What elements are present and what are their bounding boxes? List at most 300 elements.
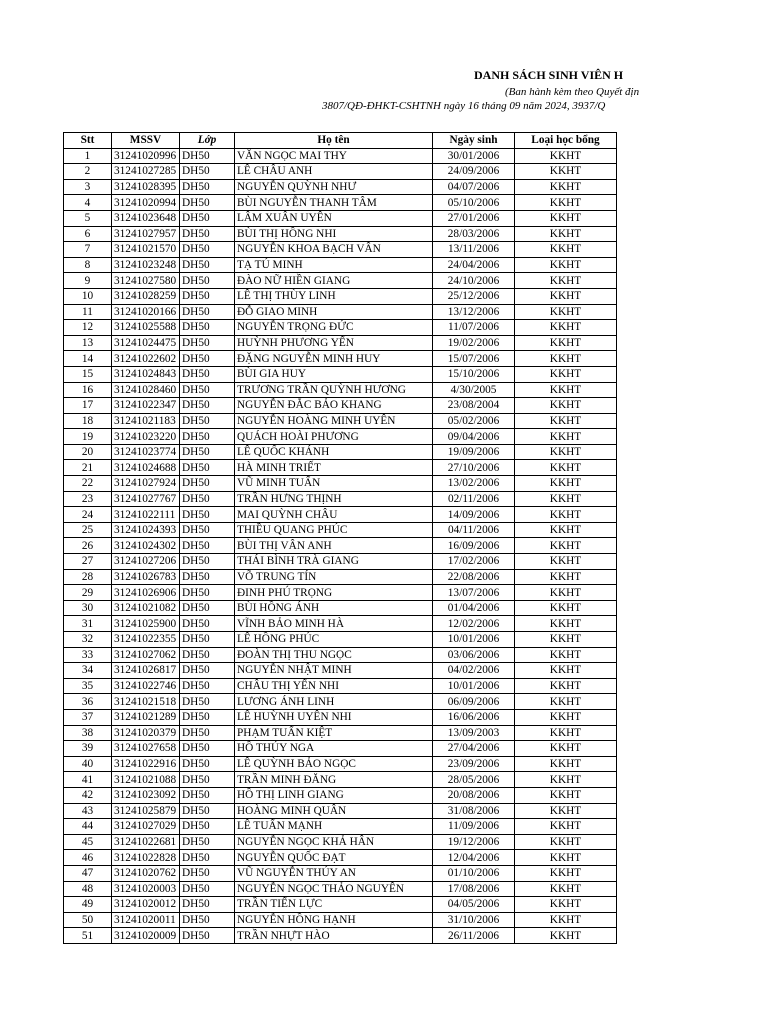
cell-loai-hoc-bong: KKHT: [515, 569, 617, 585]
cell-lop: DH50: [180, 366, 235, 382]
cell-ngay-sinh: 26/11/2006: [433, 928, 515, 944]
cell-loai-hoc-bong: KKHT: [515, 756, 617, 772]
cell-ho-ten: HỒ THỊ LINH GIANG: [235, 787, 433, 803]
cell-stt: 40: [64, 756, 112, 772]
cell-mssv: 31241026783: [112, 569, 180, 585]
cell-ho-ten: BÙI HỒNG ÁNH: [235, 600, 433, 616]
table-row: [64, 897, 617, 913]
cell-mssv: 31241022916: [112, 756, 180, 772]
cell-ho-ten: BÙI THỊ HỒNG NHI: [235, 226, 433, 242]
cell-ngay-sinh: 02/11/2006: [433, 491, 515, 507]
cell-loai-hoc-bong: KKHT: [515, 819, 617, 835]
cell-stt: 51: [64, 928, 112, 944]
document-header: [0, 0, 640, 130]
cell-stt: 5: [64, 210, 112, 226]
column-header-lop: Lớp: [180, 133, 235, 149]
cell-lop: DH50: [180, 803, 235, 819]
cell-ho-ten: ĐOÀN THỊ THU NGỌC: [235, 647, 433, 663]
cell-loai-hoc-bong: KKHT: [515, 304, 617, 320]
cell-loai-hoc-bong: KKHT: [515, 725, 617, 741]
cell-stt: 27: [64, 554, 112, 570]
cell-ngay-sinh: 31/08/2006: [433, 803, 515, 819]
cell-lop: DH50: [180, 694, 235, 710]
cell-loai-hoc-bong: KKHT: [515, 257, 617, 273]
cell-ngay-sinh: 24/09/2006: [433, 164, 515, 180]
table-row: [64, 179, 617, 195]
cell-ngay-sinh: 09/04/2006: [433, 429, 515, 445]
cell-mssv: 31241023248: [112, 257, 180, 273]
table-row: [64, 834, 617, 850]
cell-stt: 26: [64, 538, 112, 554]
table-row: [64, 429, 617, 445]
cell-stt: 17: [64, 398, 112, 414]
table-row: [64, 288, 617, 304]
table-row: [64, 273, 617, 289]
cell-loai-hoc-bong: KKHT: [515, 616, 617, 632]
table-row: [64, 507, 617, 523]
cell-ngay-sinh: 25/12/2006: [433, 288, 515, 304]
cell-ngay-sinh: 24/04/2006: [433, 257, 515, 273]
cell-ho-ten: LÊ HUỲNH UYÊN NHI: [235, 709, 433, 725]
cell-mssv: 31241024302: [112, 538, 180, 554]
table-row: [64, 616, 617, 632]
table-row: [64, 164, 617, 180]
cell-ngay-sinh: 17/08/2006: [433, 881, 515, 897]
cell-stt: 31: [64, 616, 112, 632]
cell-loai-hoc-bong: KKHT: [515, 382, 617, 398]
cell-mssv: 31241025900: [112, 616, 180, 632]
table-row: [64, 647, 617, 663]
cell-stt: 7: [64, 242, 112, 258]
cell-loai-hoc-bong: KKHT: [515, 865, 617, 881]
cell-ho-ten: NGUYỄN TRỌNG ĐỨC: [235, 320, 433, 336]
cell-ho-ten: HUỲNH PHƯƠNG YẾN: [235, 335, 433, 351]
table-row: [64, 819, 617, 835]
cell-lop: DH50: [180, 647, 235, 663]
table-row: [64, 382, 617, 398]
cell-stt: 18: [64, 413, 112, 429]
cell-mssv: 31241022602: [112, 351, 180, 367]
cell-mssv: 31241022347: [112, 398, 180, 414]
cell-mssv: 31241020994: [112, 195, 180, 211]
cell-mssv: 31241027206: [112, 554, 180, 570]
cell-loai-hoc-bong: KKHT: [515, 210, 617, 226]
cell-mssv: 31241020012: [112, 897, 180, 913]
cell-mssv: 31241027062: [112, 647, 180, 663]
cell-loai-hoc-bong: KKHT: [515, 678, 617, 694]
cell-lop: DH50: [180, 663, 235, 679]
cell-ngay-sinh: 27/04/2006: [433, 741, 515, 757]
cell-loai-hoc-bong: KKHT: [515, 663, 617, 679]
column-header-ngay-sinh: Ngày sinh: [433, 133, 515, 149]
cell-loai-hoc-bong: KKHT: [515, 179, 617, 195]
cell-mssv: 31241020379: [112, 725, 180, 741]
cell-lop: DH50: [180, 398, 235, 414]
cell-lop: DH50: [180, 787, 235, 803]
cell-lop: DH50: [180, 912, 235, 928]
cell-lop: DH50: [180, 476, 235, 492]
cell-mssv: 31241021518: [112, 694, 180, 710]
cell-lop: DH50: [180, 834, 235, 850]
cell-mssv: 31241027767: [112, 491, 180, 507]
cell-lop: DH50: [180, 335, 235, 351]
cell-lop: DH50: [180, 210, 235, 226]
cell-ngay-sinh: 04/11/2006: [433, 522, 515, 538]
cell-stt: 23: [64, 491, 112, 507]
table-row: [64, 320, 617, 336]
cell-ngay-sinh: 13/12/2006: [433, 304, 515, 320]
cell-ho-ten: ĐẶNG NGUYỄN MINH HUY: [235, 351, 433, 367]
cell-loai-hoc-bong: KKHT: [515, 164, 617, 180]
cell-mssv: 31241022681: [112, 834, 180, 850]
cell-stt: 32: [64, 632, 112, 648]
cell-stt: 49: [64, 897, 112, 913]
cell-loai-hoc-bong: KKHT: [515, 320, 617, 336]
cell-ngay-sinh: 24/10/2006: [433, 273, 515, 289]
cell-lop: DH50: [180, 616, 235, 632]
cell-mssv: 31241028460: [112, 382, 180, 398]
cell-ngay-sinh: 12/02/2006: [433, 616, 515, 632]
cell-ho-ten: LÊ CHÂU ANH: [235, 164, 433, 180]
cell-mssv: 31241020166: [112, 304, 180, 320]
cell-ho-ten: ĐINH PHÚ TRỌNG: [235, 585, 433, 601]
cell-ngay-sinh: 01/10/2006: [433, 865, 515, 881]
cell-loai-hoc-bong: KKHT: [515, 554, 617, 570]
cell-mssv: 31241024688: [112, 460, 180, 476]
cell-ho-ten: NGUYỄN NGỌC KHẢ HÂN: [235, 834, 433, 850]
cell-loai-hoc-bong: KKHT: [515, 928, 617, 944]
table-row: [64, 678, 617, 694]
cell-loai-hoc-bong: KKHT: [515, 538, 617, 554]
cell-lop: DH50: [180, 413, 235, 429]
cell-ho-ten: LƯƠNG ÁNH LINH: [235, 694, 433, 710]
column-header-mssv: MSSV: [112, 133, 180, 149]
table-header-row: [64, 133, 617, 149]
cell-lop: DH50: [180, 304, 235, 320]
cell-mssv: 31241023220: [112, 429, 180, 445]
cell-lop: DH50: [180, 226, 235, 242]
cell-loai-hoc-bong: KKHT: [515, 507, 617, 523]
cell-mssv: 31241021088: [112, 772, 180, 788]
cell-mssv: 31241020011: [112, 912, 180, 928]
table-row: [64, 850, 617, 866]
cell-ho-ten: BÙI NGUYỄN THANH TÂM: [235, 195, 433, 211]
cell-lop: DH50: [180, 507, 235, 523]
cell-ngay-sinh: 13/11/2006: [433, 242, 515, 258]
cell-lop: DH50: [180, 850, 235, 866]
cell-ngay-sinh: 28/05/2006: [433, 772, 515, 788]
cell-lop: DH50: [180, 881, 235, 897]
cell-stt: 25: [64, 522, 112, 538]
cell-loai-hoc-bong: KKHT: [515, 741, 617, 757]
table-row: [64, 242, 617, 258]
table-row: [64, 725, 617, 741]
table-row: [64, 569, 617, 585]
cell-loai-hoc-bong: KKHT: [515, 897, 617, 913]
cell-ho-ten: PHẠM TUẤN KIỆT: [235, 725, 433, 741]
cell-loai-hoc-bong: KKHT: [515, 834, 617, 850]
cell-ngay-sinh: 30/01/2006: [433, 148, 515, 164]
cell-ho-ten: NGUYỄN NHẬT MINH: [235, 663, 433, 679]
cell-lop: DH50: [180, 242, 235, 258]
cell-stt: 2: [64, 164, 112, 180]
cell-stt: 45: [64, 834, 112, 850]
cell-ho-ten: LÊ THỊ THÙY LINH: [235, 288, 433, 304]
cell-loai-hoc-bong: KKHT: [515, 273, 617, 289]
cell-stt: 46: [64, 850, 112, 866]
cell-lop: DH50: [180, 725, 235, 741]
cell-mssv: 31241023648: [112, 210, 180, 226]
cell-loai-hoc-bong: KKHT: [515, 413, 617, 429]
cell-stt: 22: [64, 476, 112, 492]
cell-loai-hoc-bong: KKHT: [515, 881, 617, 897]
cell-lop: DH50: [180, 429, 235, 445]
cell-loai-hoc-bong: KKHT: [515, 148, 617, 164]
table-row: [64, 476, 617, 492]
table-row: [64, 195, 617, 211]
cell-ho-ten: HỒ THÚY NGA: [235, 741, 433, 757]
cell-stt: 43: [64, 803, 112, 819]
cell-ho-ten: THÁI BÌNH TRÀ GIANG: [235, 554, 433, 570]
cell-stt: 20: [64, 444, 112, 460]
cell-ho-ten: ĐÀO NỮ HIỀN GIANG: [235, 273, 433, 289]
cell-ho-ten: TRẦN HƯNG THỊNH: [235, 491, 433, 507]
cell-loai-hoc-bong: KKHT: [515, 288, 617, 304]
cell-stt: 37: [64, 709, 112, 725]
cell-ngay-sinh: 11/07/2006: [433, 320, 515, 336]
cell-mssv: 31241022355: [112, 632, 180, 648]
cell-ngay-sinh: 04/02/2006: [433, 663, 515, 679]
cell-lop: DH50: [180, 600, 235, 616]
cell-stt: 48: [64, 881, 112, 897]
table-row: [64, 600, 617, 616]
cell-loai-hoc-bong: KKHT: [515, 585, 617, 601]
table-row: [64, 522, 617, 538]
table-row: [64, 413, 617, 429]
cell-ho-ten: VŨ MINH TUẤN: [235, 476, 433, 492]
cell-stt: 28: [64, 569, 112, 585]
cell-loai-hoc-bong: KKHT: [515, 335, 617, 351]
document-subtitle-line2: 3807/QĐ-ĐHKT-CSHTNH ngày 16 tháng 09 năm 2024, 3937/Q: [322, 100, 606, 112]
cell-ngay-sinh: 13/09/2003: [433, 725, 515, 741]
cell-ho-ten: LÊ TUẤN MẠNH: [235, 819, 433, 835]
column-header-loai-hoc-bong: Loại học bổng: [515, 133, 617, 149]
cell-ho-ten: NGUYỄN KHOA BẠCH VÂN: [235, 242, 433, 258]
cell-mssv: 31241027658: [112, 741, 180, 757]
table-row: [64, 398, 617, 414]
cell-loai-hoc-bong: KKHT: [515, 226, 617, 242]
table-row: [64, 460, 617, 476]
cell-stt: 1: [64, 148, 112, 164]
cell-lop: DH50: [180, 554, 235, 570]
cell-mssv: 31241027924: [112, 476, 180, 492]
cell-ngay-sinh: 17/02/2006: [433, 554, 515, 570]
cell-stt: 30: [64, 600, 112, 616]
cell-ho-ten: CHÂU THỊ YẾN NHI: [235, 678, 433, 694]
cell-mssv: 31241021570: [112, 242, 180, 258]
cell-lop: DH50: [180, 179, 235, 195]
cell-mssv: 31241021082: [112, 600, 180, 616]
table-row: [64, 663, 617, 679]
table-row: [64, 335, 617, 351]
cell-stt: 3: [64, 179, 112, 195]
cell-mssv: 31241024475: [112, 335, 180, 351]
cell-lop: DH50: [180, 382, 235, 398]
table-row: [64, 366, 617, 382]
cell-mssv: 31241022828: [112, 850, 180, 866]
cell-lop: DH50: [180, 351, 235, 367]
cell-ho-ten: NGUYỄN HỒNG HẠNH: [235, 912, 433, 928]
table-row: [64, 632, 617, 648]
cell-ngay-sinh: 10/01/2006: [433, 678, 515, 694]
cell-ngay-sinh: 19/12/2006: [433, 834, 515, 850]
cell-stt: 13: [64, 335, 112, 351]
cell-ho-ten: TẠ TÚ MINH: [235, 257, 433, 273]
cell-mssv: 31241020003: [112, 881, 180, 897]
document-subtitle-line1: (Ban hành kèm theo Quyết địn: [505, 86, 640, 98]
cell-ngay-sinh: 01/04/2006: [433, 600, 515, 616]
cell-mssv: 31241028395: [112, 179, 180, 195]
cell-loai-hoc-bong: KKHT: [515, 429, 617, 445]
cell-stt: 9: [64, 273, 112, 289]
cell-ho-ten: NGUYỄN NGỌC THẢO NGUYÊN: [235, 881, 433, 897]
cell-loai-hoc-bong: KKHT: [515, 647, 617, 663]
cell-lop: DH50: [180, 741, 235, 757]
cell-stt: 4: [64, 195, 112, 211]
cell-loai-hoc-bong: KKHT: [515, 632, 617, 648]
cell-lop: DH50: [180, 522, 235, 538]
cell-loai-hoc-bong: KKHT: [515, 694, 617, 710]
cell-mssv: 31241026817: [112, 663, 180, 679]
cell-lop: DH50: [180, 928, 235, 944]
cell-ho-ten: LÊ QUỲNH BẢO NGỌC: [235, 756, 433, 772]
cell-ngay-sinh: 05/02/2006: [433, 413, 515, 429]
cell-ngay-sinh: 27/10/2006: [433, 460, 515, 476]
cell-ngay-sinh: 14/09/2006: [433, 507, 515, 523]
cell-mssv: 31241025879: [112, 803, 180, 819]
cell-loai-hoc-bong: KKHT: [515, 709, 617, 725]
cell-lop: DH50: [180, 195, 235, 211]
cell-ho-ten: BÙI THỊ VÂN ANH: [235, 538, 433, 554]
cell-loai-hoc-bong: KKHT: [515, 460, 617, 476]
cell-mssv: 31241022746: [112, 678, 180, 694]
cell-ngay-sinh: 19/09/2006: [433, 444, 515, 460]
cell-loai-hoc-bong: KKHT: [515, 476, 617, 492]
cell-ho-ten: BÙI GIA HUY: [235, 366, 433, 382]
cell-stt: 8: [64, 257, 112, 273]
cell-loai-hoc-bong: KKHT: [515, 912, 617, 928]
cell-mssv: 31241027285: [112, 164, 180, 180]
cell-ho-ten: TRƯƠNG TRẦN QUỲNH HƯƠNG: [235, 382, 433, 398]
cell-ngay-sinh: 19/02/2006: [433, 335, 515, 351]
table-row: [64, 881, 617, 897]
cell-stt: 50: [64, 912, 112, 928]
cell-stt: 35: [64, 678, 112, 694]
cell-lop: DH50: [180, 164, 235, 180]
cell-ho-ten: NGUYỄN ĐẮC BẢO KHANG: [235, 398, 433, 414]
cell-stt: 47: [64, 865, 112, 881]
cell-lop: DH50: [180, 538, 235, 554]
table-row: [64, 585, 617, 601]
cell-loai-hoc-bong: KKHT: [515, 398, 617, 414]
table-row: [64, 257, 617, 273]
cell-loai-hoc-bong: KKHT: [515, 803, 617, 819]
cell-loai-hoc-bong: KKHT: [515, 491, 617, 507]
cell-stt: 42: [64, 787, 112, 803]
cell-ho-ten: NGUYỄN QUỐC ĐẠT: [235, 850, 433, 866]
table-row: [64, 741, 617, 757]
cell-ho-ten: LÊ QUỐC KHÁNH: [235, 444, 433, 460]
cell-loai-hoc-bong: KKHT: [515, 772, 617, 788]
cell-ngay-sinh: 12/04/2006: [433, 850, 515, 866]
cell-lop: DH50: [180, 678, 235, 694]
table-row: [64, 787, 617, 803]
cell-ho-ten: TRẦN MINH ĐĂNG: [235, 772, 433, 788]
cell-loai-hoc-bong: KKHT: [515, 242, 617, 258]
cell-ngay-sinh: 28/03/2006: [433, 226, 515, 242]
cell-lop: DH50: [180, 460, 235, 476]
cell-loai-hoc-bong: KKHT: [515, 850, 617, 866]
cell-ho-ten: VĨNH BẢO MINH HÀ: [235, 616, 433, 632]
column-header-ho-ten: Họ tên: [235, 133, 433, 149]
cell-loai-hoc-bong: KKHT: [515, 366, 617, 382]
cell-ngay-sinh: 16/06/2006: [433, 709, 515, 725]
cell-mssv: 31241025588: [112, 320, 180, 336]
table-row: [64, 210, 617, 226]
cell-loai-hoc-bong: KKHT: [515, 444, 617, 460]
cell-ho-ten: HOÀNG MINH QUÂN: [235, 803, 433, 819]
cell-stt: 15: [64, 366, 112, 382]
cell-stt: 19: [64, 429, 112, 445]
cell-ngay-sinh: 13/07/2006: [433, 585, 515, 601]
cell-lop: DH50: [180, 273, 235, 289]
cell-ho-ten: QUÁCH HOÀI PHƯƠNG: [235, 429, 433, 445]
cell-ho-ten: VÕ TRUNG TÍN: [235, 569, 433, 585]
cell-loai-hoc-bong: KKHT: [515, 787, 617, 803]
cell-mssv: 31241022111: [112, 507, 180, 523]
cell-stt: 21: [64, 460, 112, 476]
table-row: [64, 538, 617, 554]
table-row: [64, 226, 617, 242]
cell-ngay-sinh: 13/02/2006: [433, 476, 515, 492]
cell-mssv: 31241027957: [112, 226, 180, 242]
cell-ho-ten: HÀ MINH TRIẾT: [235, 460, 433, 476]
cell-ngay-sinh: 04/07/2006: [433, 179, 515, 195]
cell-stt: 33: [64, 647, 112, 663]
table-row: [64, 444, 617, 460]
cell-ngay-sinh: 23/08/2004: [433, 398, 515, 414]
cell-lop: DH50: [180, 320, 235, 336]
column-header-stt: Stt: [64, 133, 112, 149]
cell-lop: DH50: [180, 756, 235, 772]
table-row: [64, 928, 617, 944]
table-row: [64, 912, 617, 928]
table-row: [64, 756, 617, 772]
cell-loai-hoc-bong: KKHT: [515, 600, 617, 616]
cell-ngay-sinh: 23/09/2006: [433, 756, 515, 772]
cell-mssv: 31241028259: [112, 288, 180, 304]
cell-ngay-sinh: 16/09/2006: [433, 538, 515, 554]
table-body: [64, 148, 617, 943]
table-row: [64, 148, 617, 164]
cell-ho-ten: TRẦN NHỰT HÀO: [235, 928, 433, 944]
cell-lop: DH50: [180, 772, 235, 788]
cell-lop: DH50: [180, 709, 235, 725]
cell-ho-ten: VĂN NGỌC MAI THY: [235, 148, 433, 164]
cell-ngay-sinh: 31/10/2006: [433, 912, 515, 928]
table-row: [64, 304, 617, 320]
student-list-table: [63, 132, 617, 944]
